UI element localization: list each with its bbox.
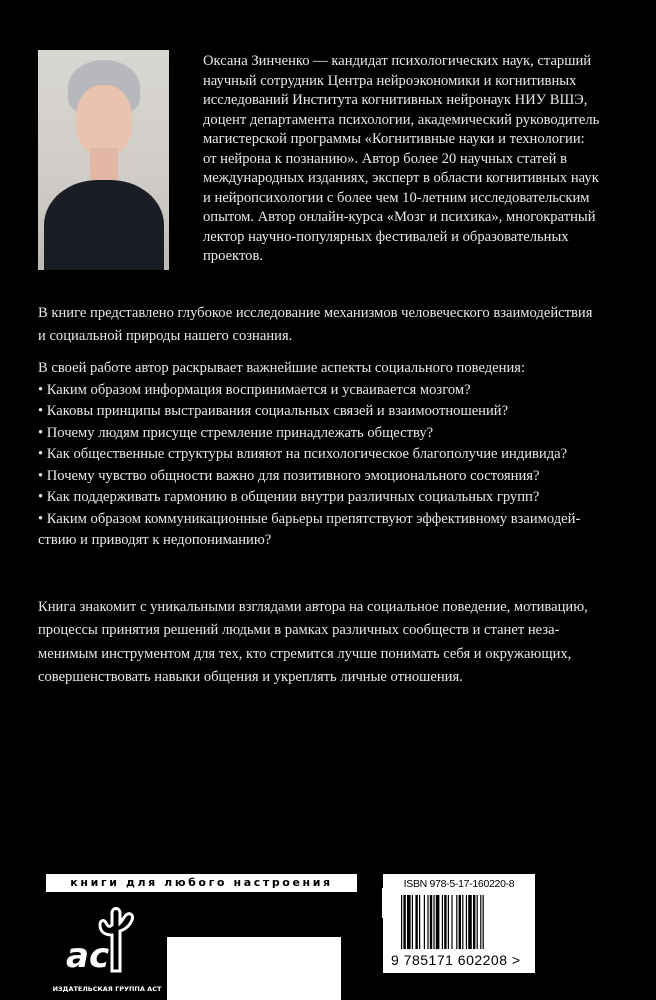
aspects-list — [38, 358, 628, 552]
bio-line: лектор научно-популярных фестивалей и образовательных — [203, 228, 569, 245]
barcode-bar — [401, 895, 402, 949]
bio-line: от нейрона к познанию». Автор более 20 научных статей в — [203, 150, 568, 167]
aspect-item: • Почему чувство общности важно для позитивного эмоционального состояния? — [38, 467, 540, 484]
barcode-digits: 9 785171 602208 > — [391, 952, 521, 968]
bio-line: доцент департамента психологии, академический руководитель — [203, 111, 600, 128]
barcode-bar — [412, 895, 413, 949]
svg-text:ac: ac — [66, 936, 110, 975]
barcode-bar — [483, 895, 484, 949]
barcode-bar — [444, 895, 446, 949]
barcode-bar — [407, 895, 411, 949]
barcode-bar — [451, 895, 452, 949]
barcode-bar — [433, 895, 434, 949]
aspect-item: • Каковы принципы выстраивания социальных связей и взаимоотношений? — [38, 403, 509, 419]
bio-line: Оксана Зинченко — кандидат психологических наук, старший — [203, 53, 592, 69]
barcode-bar — [424, 895, 425, 949]
isbn-barcode-box — [383, 874, 535, 973]
barcode-bar — [442, 895, 443, 949]
barcode-bar — [473, 895, 475, 949]
barcode-bar — [419, 895, 420, 949]
publisher-group-label: ИЗДАТЕЛЬСКАЯ ГРУППА АСТ — [52, 985, 162, 993]
barcode-bar — [456, 895, 457, 949]
barcode-bar — [466, 895, 467, 949]
aspects-heading: В своей работе автор раскрывает важнейшие аспекты социального поведения: — [38, 360, 526, 376]
bio-line: научный сотрудник Центра нейроэкономики и когнитивных — [203, 72, 577, 89]
barcode-bar — [462, 895, 463, 949]
aspect-item: • Почему людям присуще стремление принадлежать обществу? — [38, 424, 434, 441]
author-bio — [203, 52, 623, 267]
barcode-bar — [459, 895, 461, 949]
aspect-item: ствию и приводят к недопониманию? — [38, 532, 272, 548]
author-photo — [38, 50, 169, 270]
bio-line: проектов. — [203, 248, 263, 264]
barcode-bar — [477, 895, 478, 949]
bio-line: исследований Института когнитивных нейронаук НИУ ВШЭ, — [203, 92, 588, 108]
summary-paragraph — [38, 596, 628, 690]
aspect-item: • Как поддерживать гармонию в общении внутри различных социальных групп? — [38, 489, 540, 505]
summary-line: Книга знакомит с уникальными взглядами автора на социальное поведение, мотивацию, — [38, 599, 588, 615]
aspect-item: • Как общественные структуры влияют на психологическое благополучие индивида? — [38, 446, 568, 462]
barcode-bar — [403, 895, 405, 949]
barcode — [401, 895, 517, 949]
bio-line: международных изданиях, эксперт в области когнитивных наук — [203, 170, 599, 186]
tagline-banner: книги для любого настроения здесь — [46, 874, 357, 892]
barcode-bar — [415, 895, 417, 949]
ast-logo — [62, 903, 152, 975]
intro-line: и социальной природы нашего сознания. — [38, 328, 293, 345]
blank-sticker-area — [167, 937, 341, 1000]
bio-line: и нейропсихологии с более чем 10-летним исследовательским — [203, 189, 590, 206]
intro-paragraph — [38, 302, 628, 349]
photo-face — [76, 85, 132, 157]
barcode-bar — [468, 895, 472, 949]
summary-line: совершенствовать навыки общения и укреплять личные отношения. — [38, 669, 463, 686]
barcode-bar — [480, 895, 481, 949]
photo-body — [44, 180, 164, 270]
aspect-item: • Каким образом информация воспринимается и усваивается мозгом? — [38, 381, 471, 398]
isbn-label: ISBN 978-5-17-160220-8 — [403, 878, 515, 890]
barcode-bar — [436, 895, 440, 949]
bio-line: опытом. Автор онлайн-курса «Мозг и психика», многократный — [203, 209, 596, 225]
summary-line: процессы принятия решений людьми в рамках различных сообществ и станет неза- — [38, 622, 560, 639]
bio-line: магистерской программы «Когнитивные науки и технологии: — [203, 131, 585, 147]
summary-line: менимым инструментом для тех, кто стремится лучше понимать себя и окружающих, — [38, 645, 572, 662]
barcode-bar — [430, 895, 432, 949]
intro-line: В книге представлено глубокое исследование механизмов человеческого взаимодействия — [38, 305, 593, 321]
barcode-bar — [427, 895, 428, 949]
aspect-item: • Каким образом коммуникационные барьеры препятствуют эффективному взаимодей- — [38, 510, 581, 527]
barcode-bar — [448, 895, 449, 949]
